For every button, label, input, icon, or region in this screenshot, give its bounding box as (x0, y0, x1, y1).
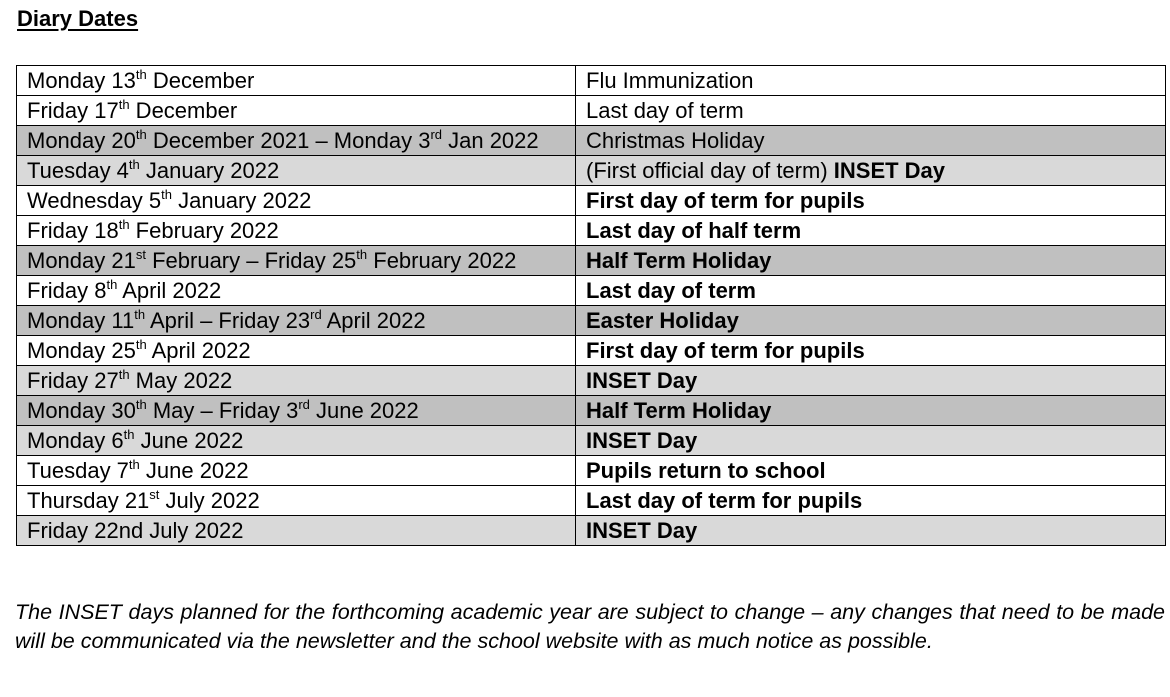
table-row (17, 276, 1166, 306)
date-ordinal-suffix: th (118, 366, 130, 382)
date-text: Jan 2022 (442, 128, 539, 153)
event-cell (576, 246, 1166, 276)
date-ordinal-suffix: rd (430, 126, 442, 142)
date-ordinal-suffix: th (118, 216, 130, 232)
date-ordinal-suffix: th (134, 306, 146, 322)
date-cell (17, 486, 576, 516)
table-row (17, 516, 1166, 546)
table-row (17, 246, 1166, 276)
event-text-bold: Half Term Holiday (586, 248, 772, 273)
date-ordinal-suffix: th (356, 246, 368, 262)
date-cell (17, 276, 576, 306)
date-cell (17, 216, 576, 246)
date-text: Monday 25 (27, 338, 136, 363)
date-text: April 2022 (321, 308, 426, 333)
date-text: Friday 22nd July 2022 (27, 518, 244, 543)
date-cell (17, 66, 576, 96)
table-row (17, 96, 1166, 126)
date-text: February – Friday 25 (145, 248, 357, 273)
date-text: Friday 8 (27, 278, 107, 303)
event-cell (576, 426, 1166, 456)
event-text-bold: Last day of term for pupils (586, 488, 863, 513)
date-ordinal-suffix: th (128, 156, 140, 172)
inset-disclaimer-note: The INSET days planned for the forthcoming academic year are subject to change – any changes that need to be made will be communicated via the newsletter and the school website with as much notice as possible. (15, 600, 1165, 653)
table-row (17, 66, 1166, 96)
date-text: December (146, 68, 255, 93)
event-text-bold: Half Term Holiday (586, 398, 772, 423)
event-cell (576, 66, 1166, 96)
date-ordinal-suffix: th (123, 426, 135, 442)
date-text: Tuesday 4 (27, 158, 129, 183)
event-text-bold: First day of term for pupils (586, 188, 865, 213)
date-ordinal-suffix: st (149, 486, 160, 502)
date-text: Monday 20 (27, 128, 136, 153)
event-cell (576, 276, 1166, 306)
event-text-bold: INSET Day (586, 518, 698, 543)
date-text: April 2022 (146, 338, 251, 363)
table-row (17, 186, 1166, 216)
date-text: June 2022 (134, 428, 244, 453)
event-text: Christmas Holiday (586, 128, 765, 153)
date-text: Tuesday 7 (27, 458, 129, 483)
date-text: June 2022 (139, 458, 249, 483)
event-text-bold: INSET Day (833, 158, 946, 183)
event-cell (576, 306, 1166, 336)
event-cell (576, 96, 1166, 126)
event-cell (576, 156, 1166, 186)
date-text: February 2022 (129, 218, 279, 243)
table-row (17, 426, 1166, 456)
event-cell (576, 516, 1166, 546)
event-text-bold: Easter Holiday (586, 308, 739, 333)
event-cell (576, 336, 1166, 366)
table-row (17, 456, 1166, 486)
event-text: (First official day of term) (586, 158, 834, 183)
table-row (17, 396, 1166, 426)
date-cell (17, 306, 576, 336)
date-text: January 2022 (171, 188, 312, 213)
date-text: Thursday 21 (27, 488, 150, 513)
date-cell (17, 186, 576, 216)
date-cell (17, 396, 576, 426)
event-text: Last day of term (586, 98, 744, 123)
event-cell (576, 486, 1166, 516)
date-cell (17, 156, 576, 186)
date-text: Wednesday 5 (27, 188, 162, 213)
diary-table-body (17, 66, 1166, 546)
date-ordinal-suffix: th (135, 396, 147, 412)
event-text-bold: Last day of half term (586, 218, 802, 243)
date-text: Monday 21 (27, 248, 136, 273)
event-cell (576, 456, 1166, 486)
date-cell (17, 336, 576, 366)
date-cell (17, 516, 576, 546)
date-text: Friday 17 (27, 98, 119, 123)
date-ordinal-suffix: st (135, 246, 146, 262)
date-ordinal-suffix: th (161, 186, 172, 202)
date-text: Friday 18 (27, 218, 119, 243)
date-text: June 2022 (309, 398, 419, 423)
date-ordinal-suffix: rd (310, 306, 322, 322)
page-title: Diary Dates (17, 6, 139, 31)
date-text: Monday 30 (27, 398, 136, 423)
date-ordinal-suffix: th (135, 126, 147, 142)
date-text: Monday 13 (27, 68, 136, 93)
table-row (17, 126, 1166, 156)
event-text-bold: Pupils return to school (586, 458, 826, 483)
date-cell (17, 366, 576, 396)
event-text-bold: Last day of term (586, 278, 756, 303)
date-text: April – Friday 23 (145, 308, 311, 333)
event-cell (576, 216, 1166, 246)
date-text: January 2022 (139, 158, 280, 183)
date-text: May – Friday 3 (146, 398, 299, 423)
date-ordinal-suffix: th (106, 276, 118, 292)
date-text: May 2022 (129, 368, 233, 393)
date-text: December 2021 – Monday 3 (146, 128, 431, 153)
date-ordinal-suffix: th (128, 456, 140, 472)
date-cell (17, 426, 576, 456)
event-text-bold: INSET Day (586, 368, 698, 393)
table-row (17, 336, 1166, 366)
date-ordinal-suffix: rd (298, 396, 310, 412)
date-cell (17, 96, 576, 126)
date-text: April 2022 (117, 278, 222, 303)
event-cell (576, 366, 1166, 396)
date-ordinal-suffix: th (135, 336, 147, 352)
table-row (17, 156, 1166, 186)
date-ordinal-suffix: th (118, 96, 130, 112)
event-text: Flu Immunization (586, 68, 754, 93)
date-text: July 2022 (159, 488, 260, 513)
date-text: February 2022 (367, 248, 517, 273)
table-row (17, 366, 1166, 396)
date-ordinal-suffix: th (135, 66, 147, 82)
table-row (17, 486, 1166, 516)
diary-dates-table (16, 65, 1166, 546)
date-text: Monday 11 (27, 308, 135, 333)
date-text: Monday 6 (27, 428, 124, 453)
event-text-bold: First day of term for pupils (586, 338, 865, 363)
date-cell (17, 126, 576, 156)
event-cell (576, 126, 1166, 156)
date-text: Friday 27 (27, 368, 119, 393)
event-text-bold: INSET Day (586, 428, 698, 453)
date-cell (17, 456, 576, 486)
table-row (17, 306, 1166, 336)
date-text: December (129, 98, 238, 123)
table-row (17, 216, 1166, 246)
date-cell (17, 246, 576, 276)
event-cell (576, 186, 1166, 216)
event-cell (576, 396, 1166, 426)
